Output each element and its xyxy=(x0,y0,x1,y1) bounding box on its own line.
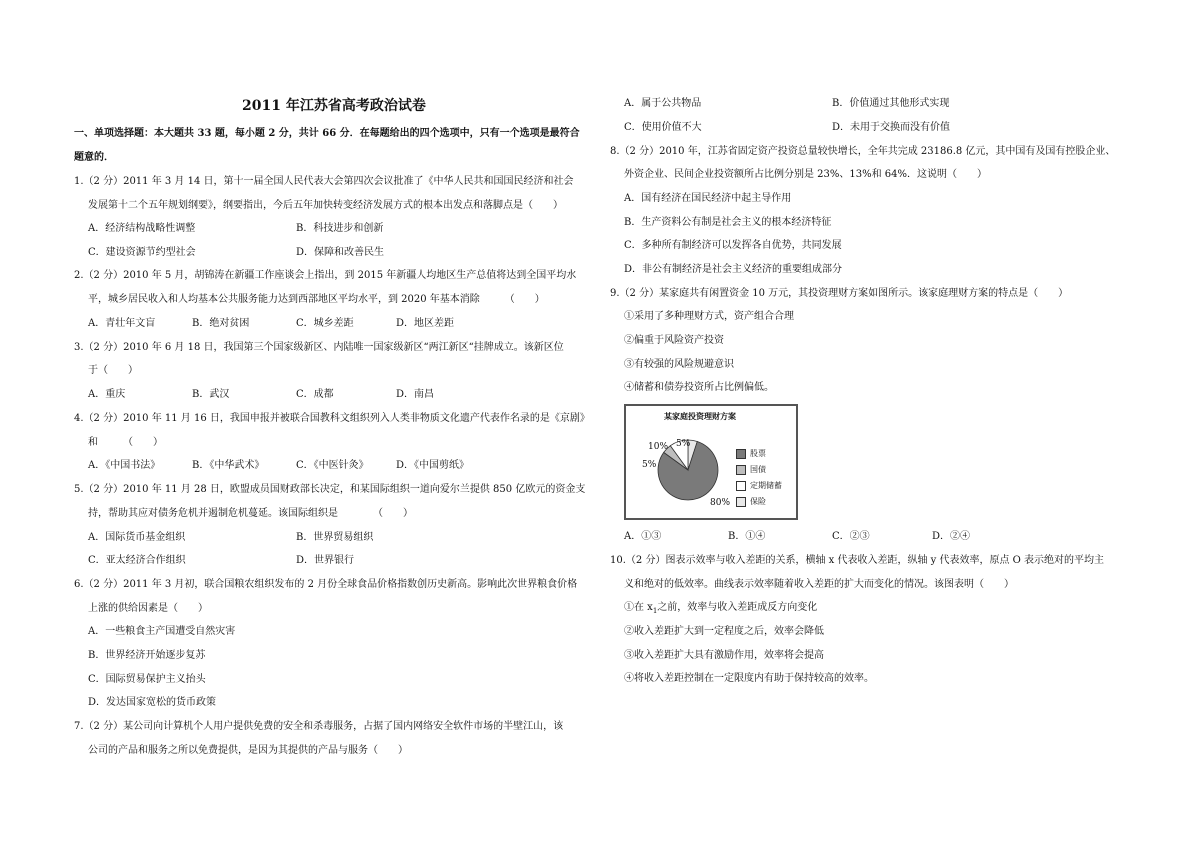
question-7-option-a: A．属于公共物品 xyxy=(624,98,702,109)
question-2-option-a: A．青壮年文盲 xyxy=(88,318,156,329)
question-6-line2: 上涨的供给因素是（ ） xyxy=(88,603,208,614)
legend-swatch-bonds xyxy=(736,465,746,475)
question-5-line2: 持，帮助其应对债务危机并遏制危机蔓延。该国际组织是 （ ） xyxy=(88,508,413,519)
legend-label-insurance: 保险 xyxy=(750,497,766,506)
question-6-option-a: A．一些粮食主产国遭受自然灾害 xyxy=(88,626,236,637)
question-8-line1: 8.（2 分）2010 年，江苏省固定资产投资总量较快增长，全年共完成 23186.8 亿元，其中国有及国有控股企业、 xyxy=(610,146,1116,157)
question-1-option-c: C．建设资源节约型社会 xyxy=(88,247,196,258)
question-4-line1: 4.（2 分）2010 年 11 月 16 日，我国申报并被联合国教科文组织列入人类非物质文化遗产代表作名录的是《京剧》 xyxy=(74,413,590,424)
question-4-line2: 和 （ ） xyxy=(88,437,163,448)
slice-label-stocks: 80% xyxy=(710,498,731,508)
question-7-line1: 7.（2 分）某公司向计算机个人用户提供免费的安全和杀毒服务，占据了国内网络安全软件市场的半壁江山，该 xyxy=(74,721,564,732)
question-10-statement-4: ④将收入差距控制在一定限度内有助于保持较高的效率。 xyxy=(624,673,874,684)
question-2-option-c: C．城乡差距 xyxy=(296,318,354,329)
question-2-line1: 2.（2 分）2010 年 5 月，胡锦涛在新疆工作座谈会上指出，到 2015 年新疆人均地区生产总值将达到全国平均水 xyxy=(74,270,577,281)
slice-label-savings: 10% xyxy=(648,442,669,452)
question-5-option-c: C．亚太经济合作组织 xyxy=(88,555,186,566)
question-6-line1: 6.（2 分）2011 年 3 月初，联合国粮农组织发布的 2 月份全球食品价格指数创历史新高。影响此次世界粮食价格 xyxy=(74,579,578,590)
question-5-option-d: D．世界银行 xyxy=(296,555,355,566)
question-6-option-c: C．国际贸易保护主义抬头 xyxy=(88,674,206,685)
question-5-option-a: A．国际货币基金组织 xyxy=(88,532,186,543)
question-3-line1: 3.（2 分）2010 年 6 月 18 日，我国第三个国家级新区、内陆唯一国家级新区“两江新区“挂牌成立。该新区位 xyxy=(74,342,564,353)
question-8-line2: 外资企业、民间企业投资额所占比例分别是 23%、13%和 64%．这说明（ ） xyxy=(624,169,988,180)
question-8-option-d: D．非公有制经济是社会主义经济的重要组成部分 xyxy=(624,264,843,275)
chart-title: 某家庭投资理财方案 xyxy=(664,411,736,421)
question-1-option-d: D．保障和改善民生 xyxy=(296,247,385,258)
question-10-statement-2: ②收入差距扩大到一定程度之后，效率会降低 xyxy=(624,626,824,637)
section-heading-line2: 题意的． xyxy=(74,152,114,163)
legend-swatch-stocks xyxy=(736,449,746,459)
page-title: 2011 年江苏省高考政治试卷 xyxy=(242,98,426,114)
question-9-option-d: D．②④ xyxy=(932,531,971,542)
statement-1-post: 之前，效率与收入差距成反方向变化 xyxy=(657,602,818,613)
question-3-option-c: C．成都 xyxy=(296,389,334,400)
question-5-option-b: B．世界贸易组织 xyxy=(296,532,374,543)
question-1-line2: 发展第十二个五年规划纲要》，纲要指出，今后五年加快转变经济发展方式的根本出发点和落脚点是（ ） xyxy=(88,200,563,211)
question-8-option-a: A．国有经济在国民经济中起主导作用 xyxy=(624,193,792,204)
question-9-option-a: A．①③ xyxy=(624,531,662,542)
legend-swatch-savings xyxy=(736,481,746,491)
question-3-option-b: B．武汉 xyxy=(192,389,230,400)
question-4-option-d: D．《中国剪纸》 xyxy=(396,460,470,471)
question-9-option-b: B．①④ xyxy=(728,531,766,542)
question-2-option-d: D．地区差距 xyxy=(396,318,455,329)
legend-label-savings: 定期储蓄 xyxy=(750,481,782,490)
question-8-option-b: B．生产资料公有制是社会主义的根本经济特征 xyxy=(624,217,832,228)
question-10-statement-3: ③收入差距扩大具有激励作用，效率将会提高 xyxy=(624,650,824,661)
legend-label-bonds: 国债 xyxy=(750,465,766,474)
question-9-statement-3: ③有较强的风险规避意识 xyxy=(624,359,734,370)
question-4-option-a: A．《中国书法》 xyxy=(88,460,161,471)
question-9-line1: 9.（2 分）某家庭共有闲置资金 10 万元，其投资理财方案如图所示。该家庭理财方案的特点是（ ） xyxy=(610,288,1069,299)
question-3-option-a: A．重庆 xyxy=(88,389,126,400)
question-6-option-d: D．发达国家宽松的货币政策 xyxy=(88,697,217,708)
question-1-line1: 1.（2 分）2011 年 3 月 14 日，第十一届全国人民代表大会第四次会议批准了《中华人民共和国国民经济和社会 xyxy=(74,176,574,187)
question-7-option-c: C．使用价值不大 xyxy=(624,122,702,133)
question-9-statement-2: ②偏重于风险资产投资 xyxy=(624,335,724,346)
slice-label-bonds: 5% xyxy=(642,460,657,470)
question-9-option-c: C．②③ xyxy=(832,531,870,542)
question-4-option-c: C．《中医针灸》 xyxy=(296,460,369,471)
investment-pie-chart xyxy=(624,404,798,520)
question-10-line2: 义和绝对的低效率。曲线表示效率随着收入差距的扩大而变化的情况。该图表明（ ） xyxy=(624,579,1014,590)
slice-label-insurance: 5% xyxy=(676,439,691,449)
question-8-option-c: C．多种所有制经济可以发挥各自优势，共同发展 xyxy=(624,240,842,251)
question-1-option-a: A．经济结构战略性调整 xyxy=(88,223,196,234)
legend-label-stocks: 股票 xyxy=(750,449,766,458)
question-6-option-b: B．世界经济开始逐步复苏 xyxy=(88,650,206,661)
question-9-statement-4: ④储蓄和债券投资所占比例偏低。 xyxy=(624,382,774,393)
question-10-line1: 10.（2 分）图表示效率与收入差距的关系，横轴 x 代表收入差距，纵轴 y 代表效率，原点 O 表示绝对的平均主 xyxy=(610,555,1105,566)
statement-1-pre: ①在 x xyxy=(624,602,653,613)
section-heading-line1: 一、单项选择题：本大题共 33 题，每小题 2 分，共计 66 分．在每题给出的四个选项中，只有一个选项是最符合 xyxy=(74,128,580,139)
question-7-option-b: B．价值通过其他形式实现 xyxy=(832,98,950,109)
question-3-option-d: D．南昌 xyxy=(396,389,435,400)
question-4-option-b: B．《中华武术》 xyxy=(192,460,265,471)
question-3-line2: 于（ ） xyxy=(88,365,138,376)
question-7-option-d: D．未用于交换而没有价值 xyxy=(832,122,951,133)
question-2-option-b: B．绝对贫困 xyxy=(192,318,250,329)
question-1-option-b: B．科技进步和创新 xyxy=(296,223,384,234)
question-5-line1: 5.（2 分）2010 年 11 月 28 日，欧盟成员国财政部长决定，和某国际组织一道向爱尔兰提供 850 亿欧元的资金支 xyxy=(74,484,586,495)
question-9-statement-1: ①采用了多种理财方式，资产组合合理 xyxy=(624,311,794,322)
statement-1-subscript: 1 xyxy=(652,607,658,615)
question-10-statement-1 xyxy=(624,602,817,617)
question-7-line2: 公司的产品和服务之所以免费提供，是因为其提供的产品与服务（ ） xyxy=(88,745,408,756)
legend-swatch-insurance xyxy=(736,497,746,507)
question-2-line2: 平，城乡居民收入和人均基本公共服务能力达到西部地区平均水平，到 2020 年基本消除 （ ） xyxy=(88,294,545,305)
